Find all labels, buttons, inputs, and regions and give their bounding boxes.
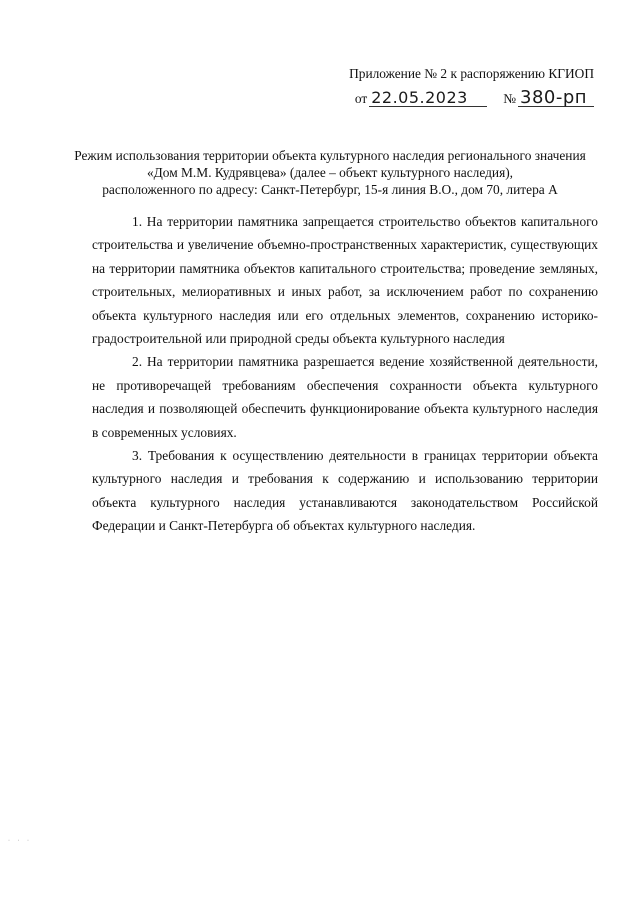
date-prefix: от [354,91,368,106]
appendix-reference: Приложение № 2 к распоряжению КГИОП [349,66,594,81]
registration-line [354,87,594,108]
paragraph-1: 1. На территории памятника запрещается строительство объектов капитального строительства и увеличение объемно-пространственных характеристик, существующих на территории памятника объектов капитального строительства; проведение земляных, строительных, мелиоративных и иных работ, за исключением работ по сохранению объекта культурного наследия или его отдельных элементов, сохранению историко-градостроительной или природной среды объекта культурного наследия [92,214,598,347]
handwritten-date: 22.05.2023 [369,90,487,107]
number-prefix: № [503,91,516,106]
title-line-3: расположенного по адресу: Санкт-Петербург, 15-я линия В.О., дом 70, литера А [102,182,558,197]
paragraph-2: 2. На территории памятника разрешается ведение хозяйственной деятельности, не противоречащей требованиям обеспечения сохранности объекта культурного наследия и позволяющей обеспечить функционирование объекта культурного наследия в современных условиях. [92,354,598,440]
title-line-2: «Дом М.М. Кудрявцева» (далее – объект культурного наследия), [146,165,514,180]
document-title [60,147,600,198]
handwritten-number: 380-рп [518,90,594,107]
scan-artifact-dots: · · · [8,838,32,844]
paragraph-3: 3. Требования к осуществлению деятельности в границах территории объекта культурного наследия и требования к содержанию и использованию территории объекта культурного наследия устанавливаются законодательством Российской Федерации и Санкт-Петербурга об объектах культурного наследия. [92,448,598,534]
title-line-1: Режим использования территории объекта культурного наследия регионального значения [74,148,586,163]
document-body [92,210,598,538]
